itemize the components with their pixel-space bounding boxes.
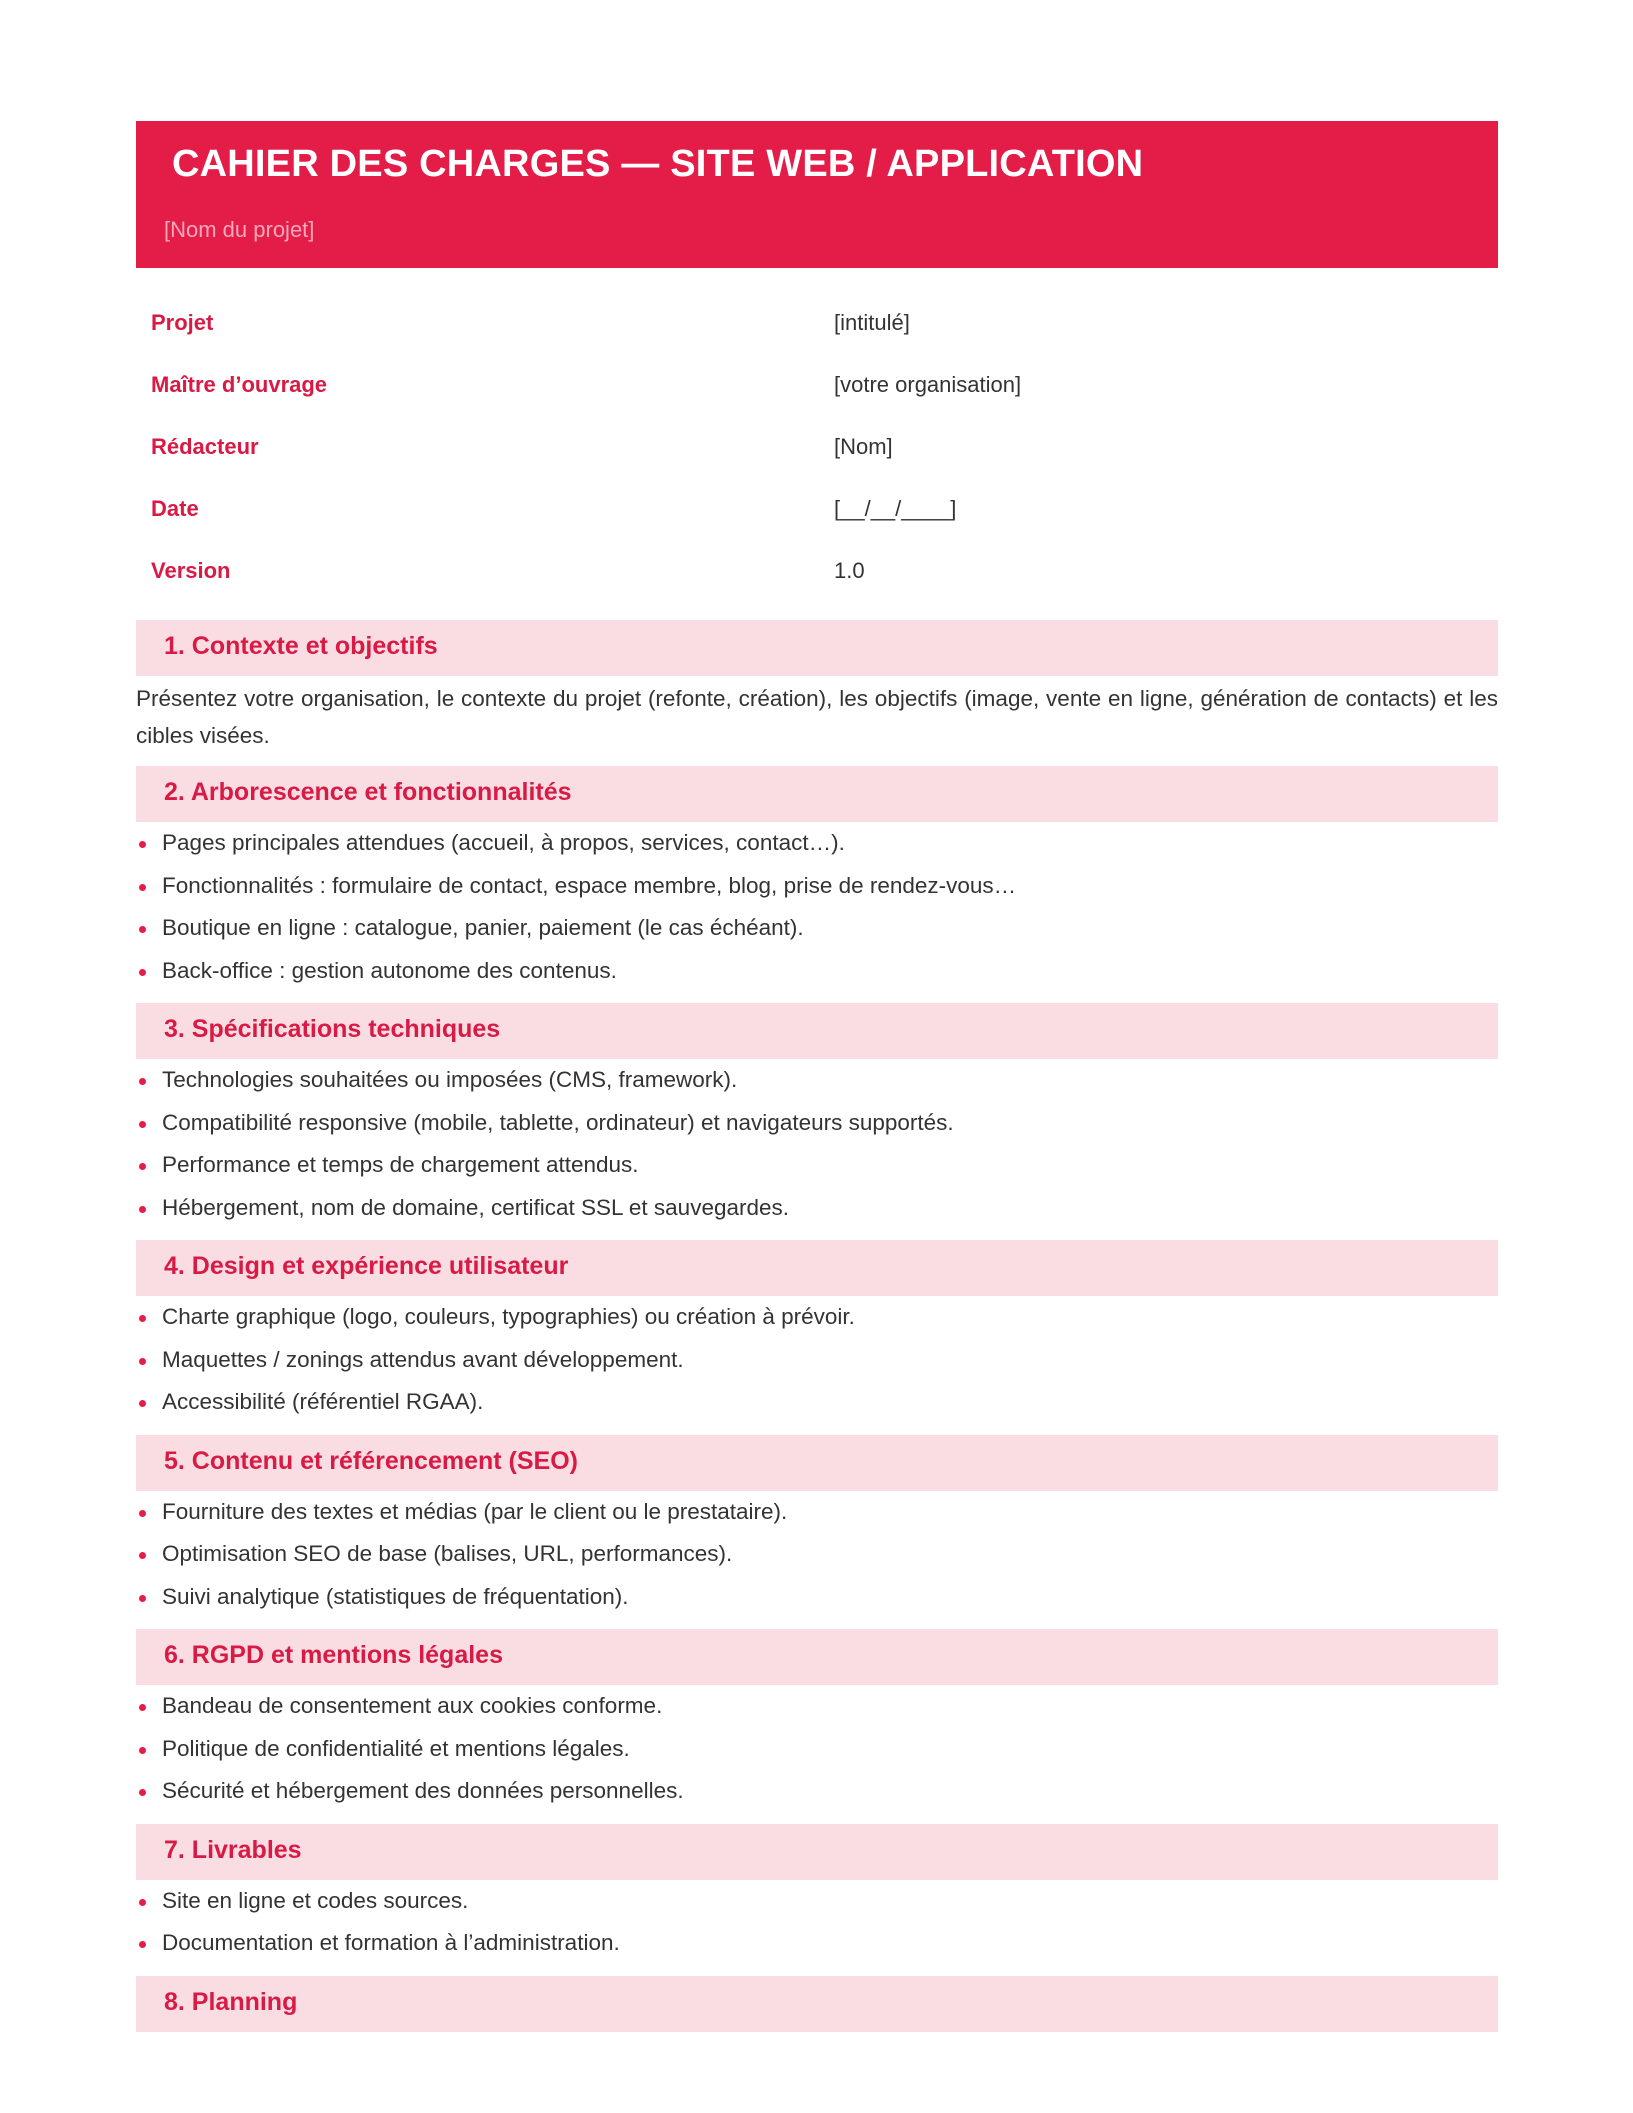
project-name-placeholder: [Nom du projet] <box>164 217 315 242</box>
list-item <box>136 1063 1498 1106</box>
section-heading-bar <box>136 1824 1498 1880</box>
list-item <box>136 1148 1498 1191</box>
list-item <box>136 911 1498 954</box>
bullet-icon <box>139 1400 146 1407</box>
bullet-icon <box>139 1510 146 1517</box>
document-page <box>136 121 1498 2032</box>
bullet-list <box>136 1685 1498 1824</box>
info-label: Maître d’ouvrage <box>151 372 328 397</box>
info-label: Rédacteur <box>151 434 259 459</box>
list-item <box>136 1106 1498 1149</box>
section-heading-bar <box>136 1003 1498 1059</box>
list-item <box>136 826 1498 869</box>
bullet-icon <box>139 1941 146 1948</box>
section-title: 3. Spécifications techniques <box>164 1015 501 1043</box>
list-item-text: Accessibilité (référentiel RGAA). <box>162 1389 484 1414</box>
list-item <box>136 1580 1498 1623</box>
bullet-icon <box>139 841 146 848</box>
info-row-2 <box>136 434 1498 496</box>
section-title: 1. Contexte et objectifs <box>164 632 438 660</box>
section-title: 5. Contenu et référencement (SEO) <box>164 1446 578 1475</box>
list-item-text: Documentation et formation à l’administration. <box>162 1930 620 1955</box>
document-title: CAHIER DES CHARGES — SITE WEB / APPLICATION <box>172 143 1144 185</box>
bullet-icon <box>139 1121 146 1128</box>
info-row-1 <box>136 372 1498 434</box>
info-row-4 <box>136 558 1498 620</box>
list-item-text: Sécurité et hébergement des données personnelles. <box>162 1778 684 1803</box>
bullet-icon <box>139 1747 146 1754</box>
section-title: 6. RGPD et mentions légales <box>164 1641 503 1669</box>
list-item-text: Performance et temps de chargement attendus. <box>162 1152 639 1177</box>
list-item-text: Hébergement, nom de domaine, certificat SSL et sauvegardes. <box>162 1194 790 1220</box>
list-item <box>136 1732 1498 1775</box>
list-item <box>136 1926 1498 1969</box>
section-heading-bar <box>136 766 1498 822</box>
list-item <box>136 1495 1498 1538</box>
bullet-icon <box>139 926 146 933</box>
bullet-icon <box>139 1206 146 1213</box>
list-item <box>136 1300 1498 1343</box>
bullet-icon <box>139 1704 146 1711</box>
bullet-icon <box>139 1315 146 1322</box>
list-item-text: Suivi analytique (statistiques de fréquentation). <box>162 1583 629 1609</box>
bullet-list <box>136 1880 1498 1976</box>
list-item <box>136 1537 1498 1580</box>
bullet-list <box>136 822 1498 1003</box>
section-heading-bar <box>136 1629 1498 1685</box>
list-item-text: Pages principales attendues (accueil, à propos, services, contact…). <box>162 830 845 855</box>
section-title: 7. Livrables <box>164 1835 302 1864</box>
list-item <box>136 1774 1498 1817</box>
info-value: [Nom] <box>834 434 893 459</box>
section-heading-bar <box>136 620 1498 676</box>
bullet-icon <box>139 1595 146 1602</box>
bullet-list <box>136 1059 1498 1240</box>
bullet-icon <box>139 1358 146 1365</box>
list-item-text: Compatibilité responsive (mobile, tablette, ordinateur) et navigateurs supportés. <box>162 1109 954 1135</box>
list-item-text: Charte graphique (logo, couleurs, typographies) ou création à prévoir. <box>162 1304 855 1329</box>
info-row-0 <box>136 310 1498 372</box>
list-item <box>136 1884 1498 1927</box>
bullet-list <box>136 1296 1498 1435</box>
info-value: [__/__/____] <box>834 496 957 521</box>
project-info-table <box>136 310 1498 620</box>
list-item-text: Fonctionnalités : formulaire de contact, espace membre, blog, prise de rendez-vous… <box>162 872 1017 898</box>
title-banner <box>136 121 1498 268</box>
list-item-text: Back-office : gestion autonome des contenus. <box>162 957 617 983</box>
list-item <box>136 1343 1498 1386</box>
section-title: 8. Planning <box>164 1987 298 2016</box>
info-label: Version <box>151 558 231 583</box>
bullet-list <box>136 1491 1498 1630</box>
list-item-text: Bandeau de consentement aux cookies conforme. <box>162 1693 663 1718</box>
section-title: 4. Design et expérience utilisateur <box>164 1252 569 1280</box>
info-value: [votre organisation] <box>834 372 1022 397</box>
section-heading-bar <box>136 1435 1498 1491</box>
list-item-text: Optimisation SEO de base (balises, URL, performances). <box>162 1541 733 1566</box>
bullet-icon <box>139 1163 146 1170</box>
list-item <box>136 954 1498 997</box>
list-item-text: Politique de confidentialité et mentions légales. <box>162 1735 630 1761</box>
list-item <box>136 1191 1498 1234</box>
section-heading-bar <box>136 1240 1498 1296</box>
bullet-icon <box>139 884 146 891</box>
list-item-text: Technologies souhaitées ou imposées (CMS, framework). <box>162 1067 738 1092</box>
section-title: 2. Arborescence et fonctionnalités <box>164 778 572 806</box>
bullet-icon <box>139 969 146 976</box>
list-item-text: Fourniture des textes et médias (par le client ou le prestataire). <box>162 1498 788 1524</box>
list-item-text: Site en ligne et codes sources. <box>162 1887 469 1913</box>
list-item-text: Boutique en ligne : catalogue, panier, paiement (le cas échéant). <box>162 915 804 940</box>
info-value: 1.0 <box>834 558 865 583</box>
section-paragraph: Présentez votre organisation, le contexte du projet (refonte, création), les objectifs (image, vente en ligne, génération de contacts) et les cibles visées. <box>136 686 1498 748</box>
info-row-3 <box>136 496 1498 558</box>
list-item <box>136 1385 1498 1428</box>
info-label: Projet <box>151 310 214 335</box>
bullet-icon <box>139 1899 146 1906</box>
section-heading-bar <box>136 1976 1498 2032</box>
bullet-icon <box>139 1078 146 1085</box>
bullet-icon <box>139 1789 146 1796</box>
info-value: [intitulé] <box>834 310 910 335</box>
list-item-text: Maquettes / zonings attendus avant développement. <box>162 1346 684 1372</box>
sections-container <box>136 620 1498 2032</box>
bullet-icon <box>139 1552 146 1559</box>
info-label: Date <box>151 496 199 521</box>
list-item <box>136 869 1498 912</box>
list-item <box>136 1689 1498 1732</box>
